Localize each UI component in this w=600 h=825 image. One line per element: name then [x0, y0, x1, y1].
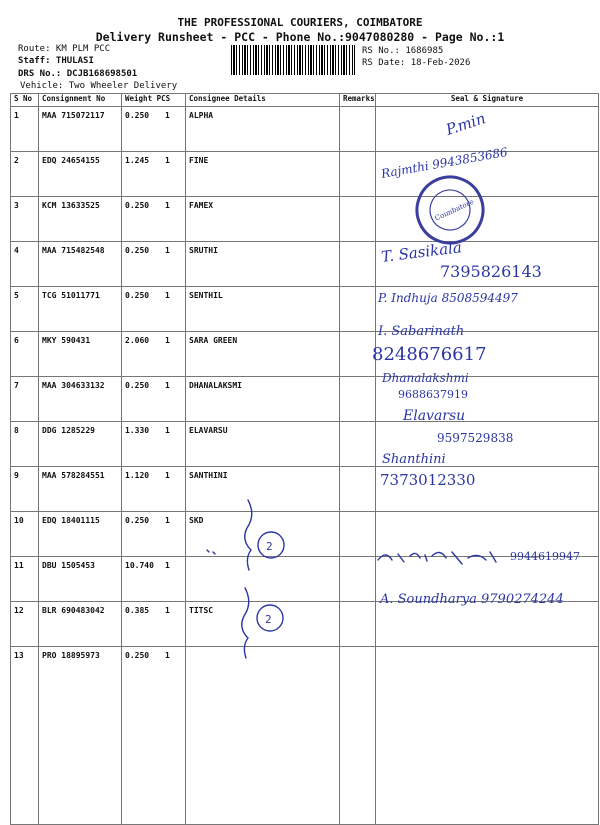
row-weight-pcs — [122, 332, 186, 377]
row-weight-pcs — [122, 197, 186, 242]
signature-1: P.min — [443, 109, 488, 139]
row-weight-pcs — [122, 152, 186, 197]
row-sno: 5 — [11, 287, 39, 332]
row-seal-signature — [376, 332, 599, 377]
row-weight: 0.250 — [125, 291, 150, 300]
row-consignment-no: BLR 690483042 — [39, 602, 122, 647]
vehicle: Vehicle: Two Wheeler Delivery — [20, 81, 178, 91]
row-consignee: SANTHINI — [186, 467, 340, 512]
row-weight: 1.245 — [125, 156, 150, 165]
row-pcs: 1 — [165, 606, 170, 615]
row-remarks — [340, 377, 376, 422]
staff: Staff: THULASI — [18, 56, 94, 66]
row-seal-signature — [376, 602, 599, 647]
row-consignment-no: DDG 1285229 — [39, 422, 122, 467]
row-sno: 6 — [11, 332, 39, 377]
barcode — [231, 45, 355, 75]
row-remarks — [340, 242, 376, 287]
row-weight-pcs — [122, 557, 186, 602]
row-weight-pcs — [122, 242, 186, 287]
row-sno: 3 — [11, 197, 39, 242]
row-weight: 0.250 — [125, 111, 150, 120]
row-seal-signature — [376, 647, 599, 825]
table-row — [11, 512, 599, 557]
company-title: THE PROFESSIONAL COURIERS, COIMBATORE — [177, 16, 423, 29]
row-consignment-no: MAA 304633132 — [39, 377, 122, 422]
col-remarks: Remarks — [340, 94, 376, 107]
row-remarks — [340, 197, 376, 242]
row-sno: 13 — [11, 647, 39, 825]
row-seal-signature — [376, 422, 599, 467]
row-consignment-no: MAA 578284551 — [39, 467, 122, 512]
row-remarks — [340, 647, 376, 825]
row-weight-pcs — [122, 602, 186, 647]
signature-6-name: I. Sabarinath — [378, 324, 465, 339]
ditto-mark-1: 2 — [266, 540, 273, 553]
row-weight-pcs — [122, 422, 186, 467]
row-remarks — [340, 602, 376, 647]
row-remarks — [340, 512, 376, 557]
row-consignment-no: EDQ 24654155 — [39, 152, 122, 197]
row-seal-signature — [376, 287, 599, 332]
row-weight: 1.330 — [125, 426, 150, 435]
signature-6-phone: 8248676617 — [372, 344, 487, 365]
table-row — [11, 467, 599, 512]
row-weight: 0.250 — [125, 246, 150, 255]
col-weight-pcs: Weight PCS — [122, 94, 186, 107]
col-consignment: Consignment No — [39, 94, 122, 107]
row-consignment-no: PRO 18895973 — [39, 647, 122, 825]
row-seal-signature — [376, 512, 599, 557]
col-consignee: Consignee Details — [186, 94, 340, 107]
row-seal-signature — [376, 242, 599, 287]
row-consignee: SKD — [186, 512, 340, 557]
row-remarks — [340, 107, 376, 152]
row-consignment-no: DBU 1505453 — [39, 557, 122, 602]
row-sno: 10 — [11, 512, 39, 557]
row-pcs: 1 — [165, 246, 170, 255]
row-weight: 0.250 — [125, 651, 150, 660]
runsheet-subtitle: Delivery Runsheet - PCC - Phone No.:9047080280 - Page No.:1 — [95, 30, 505, 44]
row-pcs: 1 — [165, 156, 170, 165]
table-header-row — [11, 94, 599, 107]
table-row — [11, 602, 599, 647]
table-row — [11, 287, 599, 332]
row-consignment-no: MAA 715482548 — [39, 242, 122, 287]
ditto-mark-2: 2 — [265, 613, 272, 626]
signature-11-phone: 9944619947 — [510, 550, 580, 563]
signature-9-phone: 7373012330 — [380, 471, 476, 489]
signature-5: P. Indhuja 8508594497 — [378, 291, 518, 305]
row-pcs: 1 — [165, 471, 170, 480]
row-weight-pcs — [122, 512, 186, 557]
row-weight-pcs — [122, 377, 186, 422]
row-seal-signature — [376, 557, 599, 602]
signature-8-phone: 9597529838 — [437, 431, 514, 445]
row-weight: 0.250 — [125, 516, 150, 525]
row-consignee: DHANALAKSMI — [186, 377, 340, 422]
row-seal-signature — [376, 197, 599, 242]
table-row — [11, 152, 599, 197]
row-consignment-no: TCG 51011771 — [39, 287, 122, 332]
row-consignee: SENTHIL — [186, 287, 340, 332]
row-weight: 1.120 — [125, 471, 150, 480]
row-weight: 0.385 — [125, 606, 150, 615]
row-consignee: ALPHA — [186, 107, 340, 152]
row-weight-pcs — [122, 107, 186, 152]
row-pcs: 1 — [165, 426, 170, 435]
row-pcs: 1 — [165, 201, 170, 210]
table-row — [11, 557, 599, 602]
row-sno: 4 — [11, 242, 39, 287]
signature-4-phone: 7395826143 — [440, 262, 542, 281]
row-seal-signature — [376, 467, 599, 512]
table-row — [11, 107, 599, 152]
row-consignment-no: EDQ 18401115 — [39, 512, 122, 557]
row-remarks — [340, 287, 376, 332]
row-sno: 8 — [11, 422, 39, 467]
signature-7-name: Dhanalakshmi — [382, 371, 469, 385]
row-pcs: 1 — [165, 381, 170, 390]
table-row — [11, 332, 599, 377]
row-sno: 12 — [11, 602, 39, 647]
row-remarks — [340, 557, 376, 602]
row-pcs: 1 — [165, 111, 170, 120]
stamp-text: Coimbatore — [433, 197, 475, 223]
rs-number: RS No.: 1686985 — [362, 46, 444, 56]
table-row — [11, 377, 599, 422]
row-pcs: 1 — [165, 516, 170, 525]
drs-number: DRS No.: DCJB168698501 — [18, 69, 138, 79]
row-remarks — [340, 332, 376, 377]
col-sno: S No — [11, 94, 39, 107]
row-consignee: TITSC — [186, 602, 340, 647]
row-weight: 0.250 — [125, 381, 150, 390]
row-sno: 9 — [11, 467, 39, 512]
row-consignment-no: KCM 13633525 — [39, 197, 122, 242]
row-pcs: 1 — [165, 291, 170, 300]
signature-7-phone: 9688637919 — [398, 388, 468, 401]
row-weight-pcs — [122, 647, 186, 825]
row-pcs: 1 — [165, 651, 170, 660]
row-pcs: 1 — [165, 561, 170, 570]
row-sno: 7 — [11, 377, 39, 422]
row-consignment-no: MAA 715072117 — [39, 107, 122, 152]
row-consignee: SRUTHI — [186, 242, 340, 287]
row-seal-signature — [376, 152, 599, 197]
signature-4-name: T. Sasikala — [380, 238, 463, 266]
row-pcs: 1 — [165, 336, 170, 345]
row-consignee: SARA GREEN — [186, 332, 340, 377]
signature-2: Rajmthi 9943853686 — [380, 144, 509, 181]
runsheet-table — [10, 93, 599, 825]
row-remarks — [340, 422, 376, 467]
row-consignee — [186, 647, 340, 825]
route: Route: KM PLM PCC — [18, 44, 111, 54]
row-sno: 2 — [11, 152, 39, 197]
row-weight: 10.740 — [125, 561, 154, 570]
row-consignment-no: MKY 590431 — [39, 332, 122, 377]
row-weight-pcs — [122, 287, 186, 332]
signature-9-name: Shanthini — [382, 452, 446, 467]
rs-date: RS Date: 18-Feb-2026 — [362, 58, 471, 68]
signature-8-name: Elavarsu — [403, 408, 466, 424]
row-weight-pcs — [122, 467, 186, 512]
row-consignee: FINE — [186, 152, 340, 197]
table-row — [11, 422, 599, 467]
row-sno: 1 — [11, 107, 39, 152]
table-row — [11, 197, 599, 242]
row-consignee: ELAVARSU — [186, 422, 340, 467]
row-remarks — [340, 152, 376, 197]
row-weight: 2.060 — [125, 336, 150, 345]
row-weight: 0.250 — [125, 201, 150, 210]
signature-12: A. Soundharya 9790274244 — [380, 592, 564, 607]
col-seal-signature: Seal & Signature — [376, 94, 599, 107]
row-sno: 11 — [11, 557, 39, 602]
row-seal-signature — [376, 107, 599, 152]
row-remarks — [340, 467, 376, 512]
row-consignee — [186, 557, 340, 602]
table-row — [11, 647, 599, 825]
row-consignee: FAMEX — [186, 197, 340, 242]
row-seal-signature — [376, 377, 599, 422]
table-row — [11, 242, 599, 287]
